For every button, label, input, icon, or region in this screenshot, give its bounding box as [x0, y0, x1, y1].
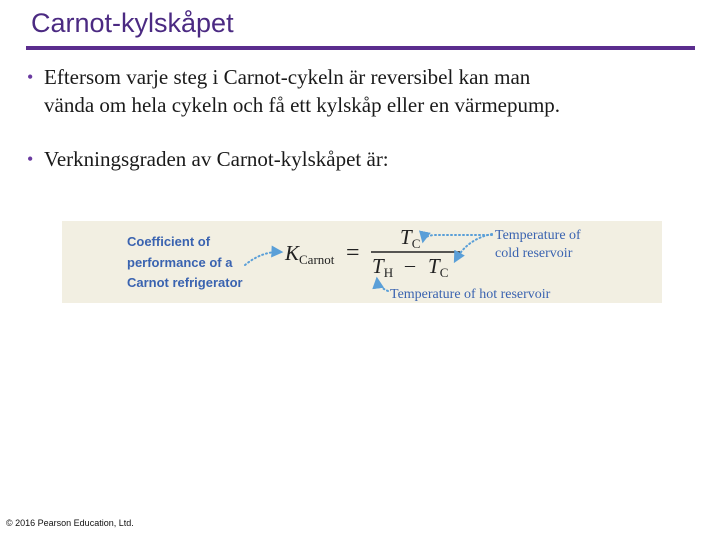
- bullet-marker: •: [27, 149, 34, 169]
- equals-sign: =: [346, 240, 360, 266]
- bullet-text: Eftersom varje steg i Carnot-cykeln är reversibel kan man vända om hela cykeln och få ett kylskåp eller en värmepump.: [44, 65, 561, 117]
- cold-reservoir-label-line-2: cold reservoir: [495, 246, 573, 261]
- bullet-marker: •: [27, 67, 34, 87]
- copyright-footer: © 2016 Pearson Education, Ltd.: [6, 518, 134, 528]
- carnot-cop-equation-figure: [62, 221, 662, 303]
- bullet-text: Verkningsgraden av Carnot-kylskåpet är:: [44, 147, 389, 171]
- cop-label-line-3: Carnot refrigerator: [127, 275, 243, 290]
- cold-reservoir-label-line-1: Temperature of: [495, 228, 581, 243]
- denominator-t-hot: TH: [372, 254, 394, 280]
- minus-sign: –: [405, 254, 415, 276]
- slide-title: Carnot-kylskåpet: [31, 8, 234, 38]
- hot-reservoir-label: Temperature of hot reservoir: [390, 287, 551, 302]
- cop-label-line-2: performance of a: [127, 255, 233, 270]
- title-underline: [26, 46, 695, 50]
- numerator-t-cold: TC: [400, 225, 421, 251]
- cop-label-line-1: Coefficient of: [127, 234, 211, 249]
- denominator-t-cold: TC: [428, 254, 449, 280]
- k-carnot-symbol: KCarnot: [285, 241, 335, 267]
